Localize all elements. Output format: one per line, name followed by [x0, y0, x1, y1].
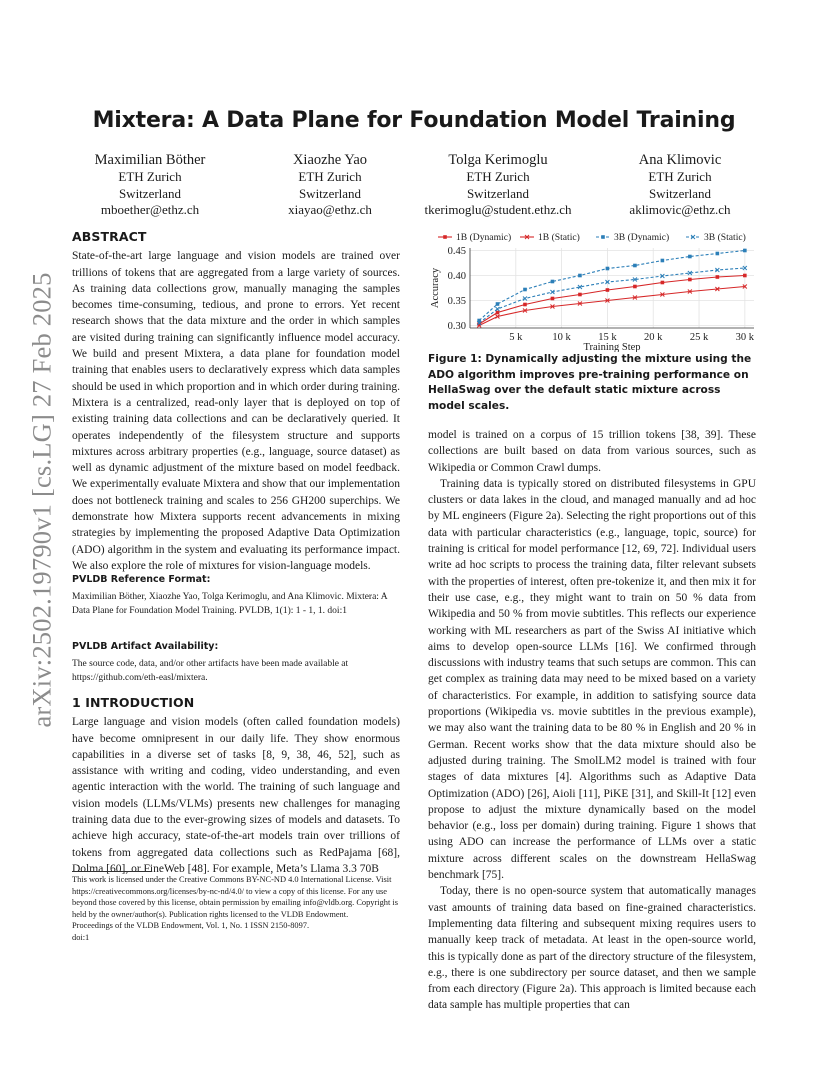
- data-point: [633, 264, 637, 268]
- author-email: aklimovic@ethz.ch: [629, 202, 731, 218]
- legend-label: 3B (Static): [704, 232, 746, 244]
- arxiv-id: arXiv:2502.19790v1 [cs.LG] 27 Feb 2025: [26, 272, 57, 728]
- data-point: [551, 297, 555, 301]
- data-point: [496, 311, 500, 315]
- author-affiliation: ETH Zurich: [298, 169, 362, 184]
- series-line: [479, 268, 745, 323]
- author-affiliation: ETH Zurich: [466, 169, 530, 184]
- x-tick-label: 30 k: [735, 332, 755, 343]
- legend-label: 1B (Static): [538, 232, 580, 244]
- license-text: This work is licensed under the Creative Commons BY-NC-ND 4.0 International License. Visit https://creativecommons.org/licenses/by-nc-nd/4.0/ to view a copy of this license. For any use beyond those covered by this license, obtain permission by emailing info@vldb.org. Copyright is held by the owner/author(s). Publication rights licensed to the VLDB Endowment.: [72, 875, 398, 919]
- abstract-heading: ABSTRACT: [72, 229, 147, 244]
- right-column-text: [428, 427, 756, 1014]
- data-point: [743, 274, 747, 278]
- author-name: Tolga Kerimoglu: [448, 152, 548, 168]
- legend: [438, 232, 746, 243]
- author-name: Maximilian Böther: [94, 152, 206, 168]
- x-axis-label: Training Step: [583, 342, 641, 352]
- accuracy-chart: [422, 226, 762, 352]
- legend-marker: [443, 235, 447, 239]
- doi-text: doi:1: [72, 932, 90, 942]
- artifact-text: The source code, data, and/or other artifacts have been made available at https://github.com/eth-easl/mixtera.: [72, 659, 349, 683]
- author-email: tkerimoglu@student.ethz.ch: [424, 202, 572, 218]
- author-1: [50, 151, 250, 219]
- abstract-section: [72, 229, 400, 574]
- author-4: [580, 151, 780, 219]
- figure-1: [422, 226, 762, 352]
- data-point: [661, 259, 665, 263]
- proceedings-text: Proceedings of the VLDB Endowment, Vol. 1, No. 1 ISSN 2150-8097.: [72, 921, 310, 930]
- x-tick-label: 15 k: [598, 332, 617, 343]
- arxiv-sidebar: [22, 270, 62, 730]
- data-point: [523, 288, 527, 292]
- author-affiliation: ETH Zurich: [118, 169, 182, 184]
- y-tick-label: 0.35: [447, 296, 466, 307]
- author-email: mboether@ethz.ch: [100, 202, 200, 218]
- legend-label: 1B (Dynamic): [456, 232, 512, 244]
- data-point: [716, 252, 720, 256]
- series-2: [477, 249, 746, 323]
- artifact-availability: [72, 639, 400, 685]
- data-point: [496, 302, 500, 306]
- x-tick-label: 5 k: [509, 332, 523, 343]
- intro-text: Large language and vision models (often called foundation models) have become omnipresent in our daily life. They show enormous capabilities in a diverse set of tasks [8, 9, 38, 46, 52], such as assistance with writing and coding, video understanding, and even agentic interaction with the world. The training of such language and vision models (LLMs/VLMs) presents new challenges for managing training data due to the ever-growing sizes of models and datasets. To achieve high accuracy, state-of-the-art models train over trillions of tokens from aggregated data collections such as RedPajama [68], Dolma [60], or FineWeb [48]. For example, Meta’s Llama 3.3 70B: [72, 716, 400, 875]
- reference-format: [72, 572, 400, 618]
- data-point: [578, 274, 582, 278]
- footnote-rule: [72, 871, 152, 872]
- reference-text: Maximilian Böther, Xiaozhe Yao, Tolga Kerimoglu, and Ana Klimovic. Mixtera: A Data Plane for Foundation Model Training. PVLDB, 1(1): 1 - 1, 1. doi:1: [72, 592, 388, 616]
- x-tick-label: 20 k: [644, 332, 663, 343]
- author-name: Xiaozhe Yao: [292, 152, 368, 168]
- author-email: xiayao@ethz.ch: [288, 202, 372, 218]
- x-tick-label: 25 k: [689, 332, 709, 343]
- figure-caption-block: [428, 352, 756, 414]
- series-line: [479, 251, 745, 321]
- author-3: [398, 151, 598, 219]
- paper-title: Mixtera: A Data Plane for Foundation Model Training: [92, 108, 736, 133]
- x-tick-label: 10 k: [552, 332, 571, 343]
- series-1: [477, 285, 747, 328]
- data-point: [578, 293, 582, 297]
- intro-heading: 1 INTRODUCTION: [72, 695, 195, 710]
- introduction-section: [72, 695, 400, 877]
- author-country: Switzerland: [648, 185, 712, 201]
- data-point: [716, 275, 720, 279]
- data-point: [606, 288, 610, 292]
- data-point: [688, 255, 692, 259]
- legend-marker: [601, 235, 605, 239]
- data-point: [495, 307, 499, 311]
- author-country: Switzerland: [298, 185, 362, 201]
- data-point: [633, 285, 637, 289]
- artifact-heading: PVLDB Artifact Availability:: [72, 641, 219, 652]
- paragraph-1: model is trained on a corpus of 15 trillion tokens [38, 39]. These collections are built based on data from various sources, such as Wikipedia or Common Crawl dumps.: [428, 429, 756, 474]
- data-point: [688, 278, 692, 282]
- author-country: Switzerland: [466, 185, 530, 201]
- y-tick-label: 0.30: [447, 321, 466, 332]
- y-tick-label: 0.40: [447, 271, 466, 282]
- author-country: Switzerland: [118, 185, 182, 201]
- footnote: [72, 874, 400, 943]
- author-name: Ana Klimovic: [638, 152, 722, 168]
- y-axis-label: Accuracy: [430, 267, 441, 309]
- figure-caption: Figure 1: Dynamically adjusting the mixture using the ADO algorithm improves pre-training performance on HellaSwag over the default static mixture across model scales.: [428, 353, 752, 412]
- legend-label: 3B (Dynamic): [614, 232, 670, 244]
- data-point: [661, 281, 665, 285]
- data-point: [523, 303, 527, 307]
- paragraph-3: Today, there is no open-source system that automatically manages vast amounts of training data based on fine-grained characteristics. Implementing data filtering and subsequent mixing requires users to manually keep track of metadata. At least in the open-source world, this is typically done as part of the directory structure of the filesystem, e.g., there is one subdirectory per source dataset, and then we sample from each directory (Figure 2a). This approach is limited because each data sample has multiple properties that can: [428, 885, 756, 1012]
- series-3: [477, 266, 747, 325]
- reference-heading: PVLDB Reference Format:: [72, 574, 211, 585]
- y-tick-label: 0.45: [447, 246, 466, 257]
- author-affiliation: ETH Zurich: [648, 169, 712, 184]
- abstract-text: State-of-the-art large language and vision models are trained over trillions of tokens that are aggregated from a large variety of sources. As training data collections grow, manually managing the samples becomes time-consuming, tedious, and prone to errors. Yet recent research shows that the data mixture and the order in which samples are visited during training can significantly influence model accuracy. We build and present Mixtera, a data plane for foundation model training that enables users to declaratively express which data samples should be used in which proportion and in which order during training. Mixtera is a centralized, read-only layer that is deployed on top of existing training data collections and can be declaratively queried. It operates independently of the filesystem structure and supports mixtures across arbitrary properties (e.g., language, source dataset) as well as dynamic adjustment of the mixture based on model feedback. We experimentally evaluate Mixtera and show that our implementation does not bottleneck training and scales to 256 GH200 superchips. We demonstrate how Mixtera supports recent advancements in mixing strategies by implementing the proposed Adaptive Data Optimization (ADO) algorithm in the system and evaluating its performance impact. We also explore the role of mixtures for vision-language models.: [72, 250, 400, 572]
- paragraph-2: Training data is typically stored on distributed filesystems in GPU clusters or data lakes in the cloud, and managed manually and ad hoc by ML engineers (Figure 2a). Selecting the right proportions out of this data with particular characteristics (e.g., language, topic, source) for training is critical for model performance [12, 69, 72]. Individual users write ad hoc scripts to process the training data, filter relevant subsets with the properties of interest, often pre-tokenize it, and then mix it for their use case, e.g., they might want to train on 50 % data from Wikipedia and 50 % from movie subtitles. This reflects our experience working with ML researchers as part of the Swiss AI initiative which aims to develop open-source LLMs [16]. We confirmed through discussions with industry teams that such setups are common. This can get complex as training data may need to be mixed based on a variety of characteristics. For example, in addition to satisfying source data proportions (Wikipedia vs. movie subtitles in the previous example), we may also want the training data to be 80 % in English and 20 % in German. Recent works show that the data mixture should also be adjusted during training. The SmolLM2 model is trained with four stages of data mixtures [4]. Algorithms such as Adaptive Data Optimization (ADO) [26], Aioli [11], PiKE [31], and Skill-It [12] even propose to adjust the mixture dynamically based on the model behavior (e.g., loss per domain) during training. Figure 1 shows that using ADO can increase the performance of LLMs over a static mixture across different scales on the downstream HellaSwag benchmark [75].: [428, 477, 756, 882]
- data-point: [606, 267, 610, 271]
- data-point: [551, 280, 555, 284]
- data-point: [743, 249, 747, 253]
